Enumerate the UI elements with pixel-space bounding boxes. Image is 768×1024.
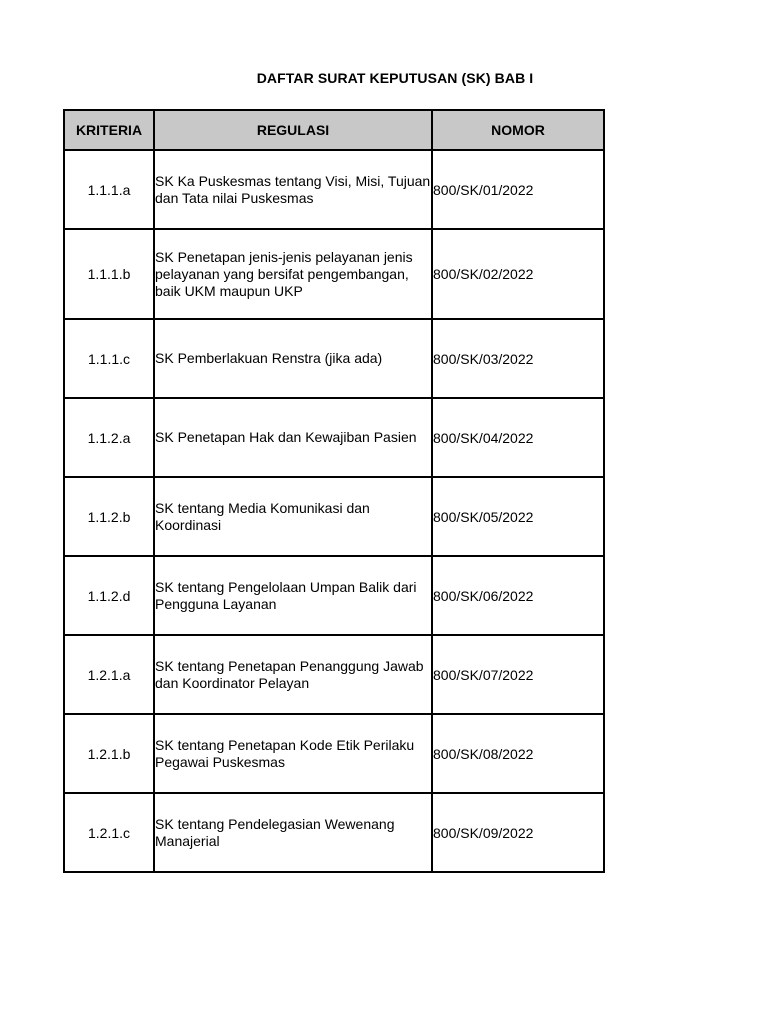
regulasi-cell: SK Pemberlakuan Renstra (jika ada) <box>154 319 432 398</box>
header-nomor: NOMOR <box>432 110 604 150</box>
regulasi-cell: SK tentang Media Komunikasi dan Koordinasi <box>154 477 432 556</box>
kriteria-cell: 1.1.1.c <box>64 319 154 398</box>
kriteria-cell: 1.2.1.a <box>64 635 154 714</box>
table-row <box>64 229 604 319</box>
regulasi-cell: SK Penetapan Hak dan Kewajiban Pasien <box>154 398 432 477</box>
table-row <box>64 793 604 872</box>
regulasi-cell: SK tentang Penetapan Penanggung Jawab dan Koordinator Pelayan <box>154 635 432 714</box>
nomor-cell: 800/SK/03/2022 <box>432 319 604 398</box>
nomor-cell: 800/SK/07/2022 <box>432 635 604 714</box>
nomor-cell: 800/SK/04/2022 <box>432 398 604 477</box>
regulasi-cell: SK tentang Pengelolaan Umpan Balik dari Pengguna Layanan <box>154 556 432 635</box>
regulasi-cell: SK tentang Pendelegasian Wewenang Manajerial <box>154 793 432 872</box>
nomor-cell: 800/SK/02/2022 <box>432 229 604 319</box>
kriteria-cell: 1.1.1.a <box>64 150 154 229</box>
regulasi-cell: SK Ka Puskesmas tentang Visi, Misi, Tujuan dan Tata nilai Puskesmas <box>154 150 432 229</box>
nomor-cell: 800/SK/06/2022 <box>432 556 604 635</box>
table-row <box>64 714 604 793</box>
table-row <box>64 477 604 556</box>
table-row <box>64 635 604 714</box>
table-header-row <box>64 110 604 150</box>
kriteria-cell: 1.1.1.b <box>64 229 154 319</box>
nomor-cell: 800/SK/01/2022 <box>432 150 604 229</box>
nomor-cell: 800/SK/08/2022 <box>432 714 604 793</box>
nomor-cell: 800/SK/05/2022 <box>432 477 604 556</box>
table-row <box>64 556 604 635</box>
table-row <box>64 150 604 229</box>
kriteria-cell: 1.1.2.d <box>64 556 154 635</box>
regulasi-cell: SK Penetapan jenis-jenis pelayanan jenis pelayanan yang bersifat pengembangan, baik UKM maupun UKP <box>154 229 432 319</box>
table-row <box>64 319 604 398</box>
kriteria-cell: 1.2.1.c <box>64 793 154 872</box>
document-title: DAFTAR SURAT KEPUTUSAN (SK) BAB I <box>256 70 534 86</box>
sk-table <box>63 109 605 873</box>
kriteria-cell: 1.1.2.b <box>64 477 154 556</box>
kriteria-cell: 1.1.2.a <box>64 398 154 477</box>
nomor-cell: 800/SK/09/2022 <box>432 793 604 872</box>
header-regulasi: REGULASI <box>154 110 432 150</box>
header-kriteria: KRITERIA <box>64 110 154 150</box>
regulasi-cell: SK tentang Penetapan Kode Etik Perilaku Pegawai Puskesmas <box>154 714 432 793</box>
table-row <box>64 398 604 477</box>
kriteria-cell: 1.2.1.b <box>64 714 154 793</box>
